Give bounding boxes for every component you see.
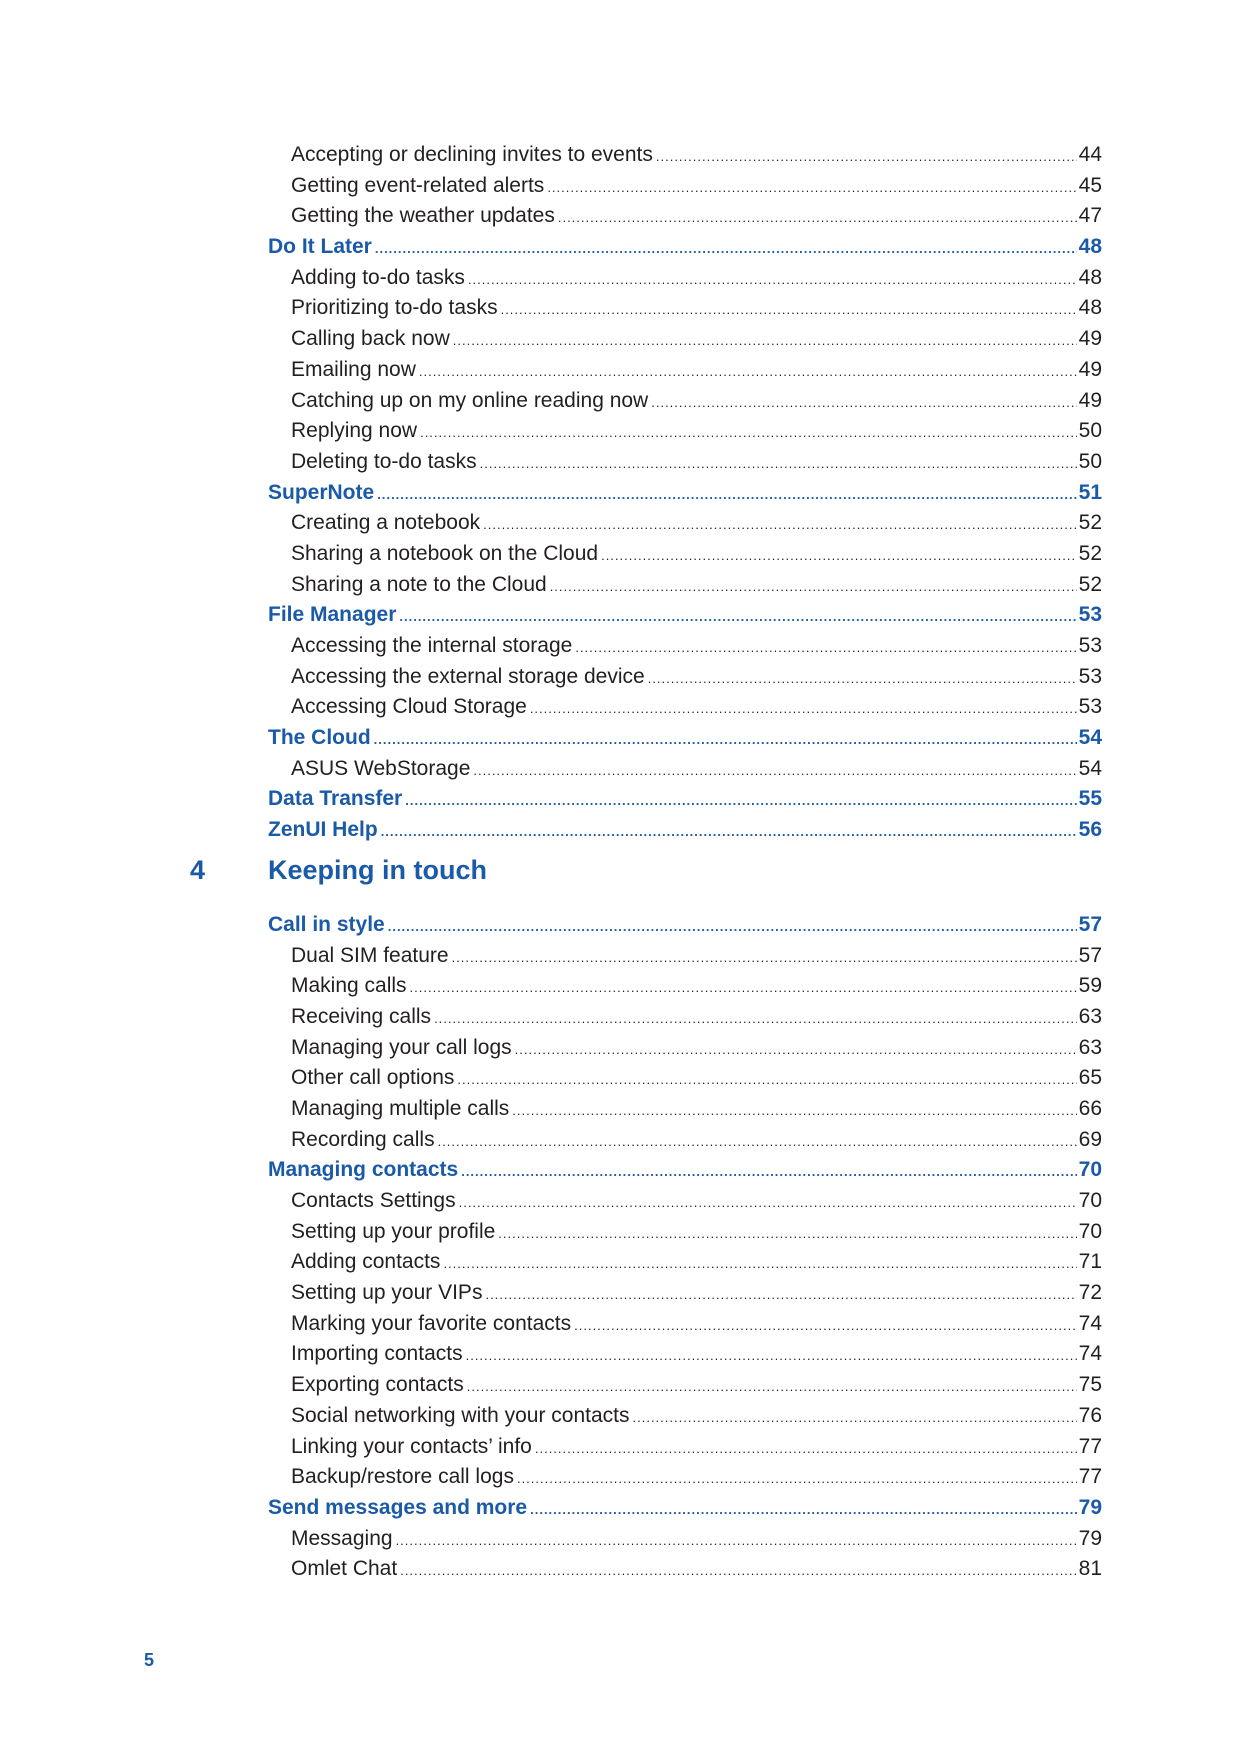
toc-subsection-entry[interactable] — [268, 1404, 1102, 1435]
entry-page: 70 — [1078, 1219, 1102, 1243]
entry-page: 53 — [1078, 664, 1102, 688]
dot-leader — [410, 980, 1077, 995]
toc-subsection-entry[interactable] — [268, 634, 1102, 665]
toc-subsection-entry[interactable] — [268, 974, 1102, 1005]
toc-section-list — [268, 143, 1102, 849]
dot-leader — [480, 456, 1077, 471]
entry-title: Linking your contacts’ info — [291, 1434, 532, 1458]
entry-title: SuperNote — [268, 480, 375, 504]
entry-page: 48 — [1078, 265, 1102, 289]
entry-title: Managing contacts — [268, 1158, 459, 1182]
entry-page: 55 — [1078, 787, 1102, 811]
page-number: 5 — [144, 1650, 155, 1670]
dot-leader — [388, 919, 1077, 934]
toc-subsection-entry[interactable] — [268, 1465, 1102, 1496]
entry-page: 52 — [1078, 511, 1102, 535]
entry-page: 74 — [1078, 1342, 1102, 1366]
toc-subsection-entry[interactable] — [268, 1557, 1102, 1588]
entry-title: Social networking with your contacts — [291, 1403, 630, 1427]
toc-subsection-entry[interactable] — [268, 450, 1102, 481]
dot-leader — [396, 1533, 1077, 1548]
entry-title: Adding contacts — [291, 1250, 441, 1274]
dot-leader — [467, 1379, 1077, 1394]
dot-leader — [377, 487, 1076, 502]
dot-leader — [375, 241, 1077, 256]
entry-page: 70 — [1078, 1189, 1102, 1212]
toc-subsection-entry[interactable] — [268, 174, 1102, 205]
dot-leader — [501, 302, 1077, 317]
entry-title: Creating a notebook — [291, 511, 481, 535]
entry-title: Managing multiple calls — [291, 1096, 510, 1120]
entry-title: Getting the weather updates — [291, 204, 555, 228]
toc-subsection-entry[interactable] — [268, 419, 1102, 450]
dot-leader — [381, 824, 1077, 839]
toc-section-entry[interactable] — [268, 787, 1102, 818]
toc-subsection-entry[interactable] — [268, 1527, 1102, 1558]
dot-leader — [648, 671, 1077, 686]
dot-leader — [400, 1563, 1076, 1578]
toc-subsection-entry[interactable] — [268, 1435, 1102, 1466]
entry-page: 57 — [1078, 943, 1102, 967]
toc-section-entry[interactable] — [268, 235, 1102, 266]
toc-subsection-entry[interactable] — [268, 1373, 1102, 1404]
entry-title: Recording calls — [291, 1127, 435, 1151]
entry-page: 65 — [1078, 1066, 1102, 1090]
entry-page: 49 — [1078, 388, 1102, 412]
toc-section-entry[interactable] — [268, 913, 1102, 944]
entry-title: Send messages and more — [268, 1495, 528, 1519]
toc-subsection-entry[interactable] — [268, 1281, 1102, 1312]
entry-page: 50 — [1078, 419, 1102, 443]
entry-page: 47 — [1078, 204, 1102, 228]
toc-section-entry[interactable] — [268, 1496, 1102, 1527]
entry-title: Adding to-do tasks — [291, 265, 465, 289]
entry-page: 79 — [1078, 1495, 1102, 1519]
entry-page: 77 — [1078, 1465, 1102, 1489]
dot-leader — [515, 1042, 1077, 1057]
entry-page: 52 — [1078, 572, 1102, 596]
entry-page: 52 — [1078, 541, 1102, 565]
entry-page: 54 — [1078, 756, 1102, 780]
entry-page: 63 — [1078, 1035, 1102, 1059]
entry-page: 49 — [1078, 327, 1102, 351]
toc-section-entry[interactable] — [268, 726, 1102, 757]
table-of-contents — [190, 143, 1102, 1588]
dot-leader — [517, 1471, 1077, 1486]
dot-leader — [483, 517, 1077, 532]
entry-page: 77 — [1078, 1434, 1102, 1458]
dot-leader — [498, 1226, 1076, 1241]
dot-leader — [651, 395, 1076, 410]
entry-title: Getting event-related alerts — [291, 173, 545, 197]
entry-title: Backup/restore call logs — [291, 1465, 514, 1489]
entry-title: Emailing now — [291, 357, 416, 381]
dot-leader — [459, 1195, 1077, 1210]
entry-page: 53 — [1078, 603, 1102, 627]
dot-leader — [405, 793, 1076, 808]
dot-leader — [452, 950, 1077, 965]
entry-page: 72 — [1078, 1281, 1102, 1305]
toc-subsection-entry[interactable] — [268, 1250, 1102, 1281]
toc-section-entry[interactable] — [268, 603, 1102, 634]
entry-title: Accessing the internal storage — [291, 634, 573, 657]
entry-page: 53 — [1078, 695, 1102, 719]
dot-leader — [473, 763, 1076, 778]
toc-subsection-entry[interactable] — [268, 1189, 1102, 1220]
toc-subsection-entry[interactable] — [268, 1342, 1102, 1373]
toc-subsection-entry[interactable] — [268, 944, 1102, 975]
toc-subsection-entry[interactable] — [268, 296, 1102, 327]
toc-subsection-entry[interactable] — [268, 266, 1102, 297]
entry-title: Managing your call logs — [291, 1035, 512, 1059]
entry-page: 81 — [1078, 1557, 1102, 1581]
dot-leader — [550, 579, 1077, 594]
entry-title: Prioritizing to-do tasks — [291, 296, 498, 320]
entry-page: 59 — [1078, 974, 1102, 998]
entry-page: 49 — [1078, 357, 1102, 381]
toc-subsection-entry[interactable] — [268, 511, 1102, 542]
dot-leader — [438, 1134, 1077, 1149]
toc-subsection-entry[interactable] — [268, 1312, 1102, 1343]
entry-page: 50 — [1078, 449, 1102, 473]
toc-subsection-entry[interactable] — [268, 757, 1102, 788]
dot-leader — [420, 425, 1077, 440]
dot-leader — [443, 1256, 1076, 1271]
toc-subsection-entry[interactable] — [268, 389, 1102, 420]
entry-title: Accessing the external storage device — [291, 664, 645, 688]
toc-section-list — [268, 913, 1102, 1588]
dot-leader — [419, 364, 1077, 379]
toc-subsection-entry[interactable] — [268, 358, 1102, 389]
toc-section-entry[interactable] — [268, 481, 1102, 512]
toc-subsection-entry[interactable] — [268, 1220, 1102, 1251]
entry-title: File Manager — [268, 603, 397, 627]
entry-page: 69 — [1078, 1127, 1102, 1151]
toc-subsection-entry[interactable] — [268, 573, 1102, 604]
toc-subsection-entry[interactable] — [268, 204, 1102, 235]
entry-title: Catching up on my online reading now — [291, 388, 649, 412]
dot-leader — [575, 640, 1076, 655]
chapter-heading — [190, 849, 1102, 913]
entry-page: 48 — [1078, 296, 1102, 320]
chapter-title[interactable]: Keeping in touch — [268, 854, 487, 885]
entry-page: 54 — [1078, 726, 1102, 750]
entry-title: Receiving calls — [291, 1004, 432, 1028]
entry-page: 75 — [1078, 1373, 1102, 1397]
dot-leader — [530, 701, 1077, 716]
entry-title: Data Transfer — [268, 787, 403, 811]
toc-section-entry[interactable] — [268, 1158, 1102, 1189]
entry-page: 71 — [1078, 1250, 1102, 1274]
toc-subsection-entry[interactable] — [268, 1005, 1102, 1036]
entry-title: Accessing Cloud Storage — [291, 695, 527, 719]
entry-title: Sharing a notebook on the Cloud — [291, 541, 599, 565]
dot-leader — [512, 1103, 1076, 1118]
toc-section-entry[interactable] — [268, 818, 1102, 849]
entry-title: ASUS WebStorage — [291, 756, 471, 780]
entry-title: Marking your favorite contacts — [291, 1311, 572, 1335]
dot-leader — [485, 1287, 1076, 1302]
entry-title: Messaging — [291, 1526, 393, 1550]
toc-subsection-entry[interactable] — [268, 1036, 1102, 1067]
entry-title: Calling back now — [291, 327, 450, 351]
entry-title: Call in style — [268, 912, 385, 936]
entry-title: Deleting to-do tasks — [291, 449, 477, 473]
entry-title: Dual SIM feature — [291, 943, 449, 967]
entry-title: Omlet Chat — [291, 1557, 398, 1581]
dot-leader — [374, 732, 1077, 747]
entry-title: Replying now — [291, 419, 418, 443]
dot-leader — [656, 149, 1077, 164]
dot-leader — [530, 1502, 1077, 1517]
toc-subsection-entry[interactable] — [268, 1066, 1102, 1097]
entry-title: Other call options — [291, 1066, 455, 1090]
entry-page: 51 — [1078, 480, 1102, 504]
dot-leader — [434, 1011, 1077, 1026]
entry-title: Setting up your VIPs — [291, 1281, 483, 1305]
toc-subsection-entry[interactable] — [268, 1097, 1102, 1128]
entry-title: Setting up your profile — [291, 1219, 496, 1243]
entry-page: 66 — [1078, 1096, 1102, 1120]
entry-page: 53 — [1078, 634, 1102, 657]
entry-title: Accepting or declining invites to events — [291, 143, 653, 166]
dot-leader — [558, 210, 1077, 225]
dot-leader — [547, 180, 1076, 195]
entry-page: 48 — [1078, 235, 1102, 259]
entry-page: 76 — [1078, 1403, 1102, 1427]
dot-leader — [574, 1318, 1077, 1333]
entry-page: 74 — [1078, 1311, 1102, 1335]
chapter-number: 4 — [190, 854, 206, 885]
entry-title: Importing contacts — [291, 1342, 463, 1366]
entry-page: 70 — [1078, 1158, 1102, 1182]
dot-leader — [633, 1410, 1077, 1425]
toc-subsection-entry[interactable] — [268, 542, 1102, 573]
entry-title: Contacts Settings — [291, 1189, 456, 1212]
entry-title: ZenUI Help — [268, 818, 378, 842]
entry-title: Do It Later — [268, 235, 372, 259]
dot-leader — [461, 1164, 1076, 1179]
entry-title: Making calls — [291, 974, 407, 998]
entry-page: 44 — [1078, 143, 1102, 166]
entry-title: Exporting contacts — [291, 1373, 464, 1397]
entry-page: 79 — [1078, 1526, 1102, 1550]
dot-leader — [535, 1441, 1077, 1456]
toc-subsection-entry[interactable] — [268, 327, 1102, 358]
toc-subsection-entry[interactable] — [268, 1128, 1102, 1159]
entry-title: Sharing a note to the Cloud — [291, 572, 547, 596]
entry-page: 63 — [1078, 1004, 1102, 1028]
entry-title: The Cloud — [268, 726, 371, 750]
toc-subsection-entry[interactable] — [268, 143, 1102, 174]
dot-leader — [453, 333, 1077, 348]
toc-subsection-entry[interactable] — [268, 695, 1102, 726]
toc-subsection-entry[interactable] — [268, 665, 1102, 696]
dot-leader — [466, 1348, 1077, 1363]
dot-leader — [468, 272, 1077, 287]
dot-leader — [457, 1072, 1076, 1087]
entry-page: 56 — [1078, 818, 1102, 842]
dot-leader — [399, 609, 1076, 624]
dot-leader — [601, 548, 1077, 563]
entry-page: 57 — [1078, 912, 1102, 936]
entry-page: 45 — [1078, 173, 1102, 197]
